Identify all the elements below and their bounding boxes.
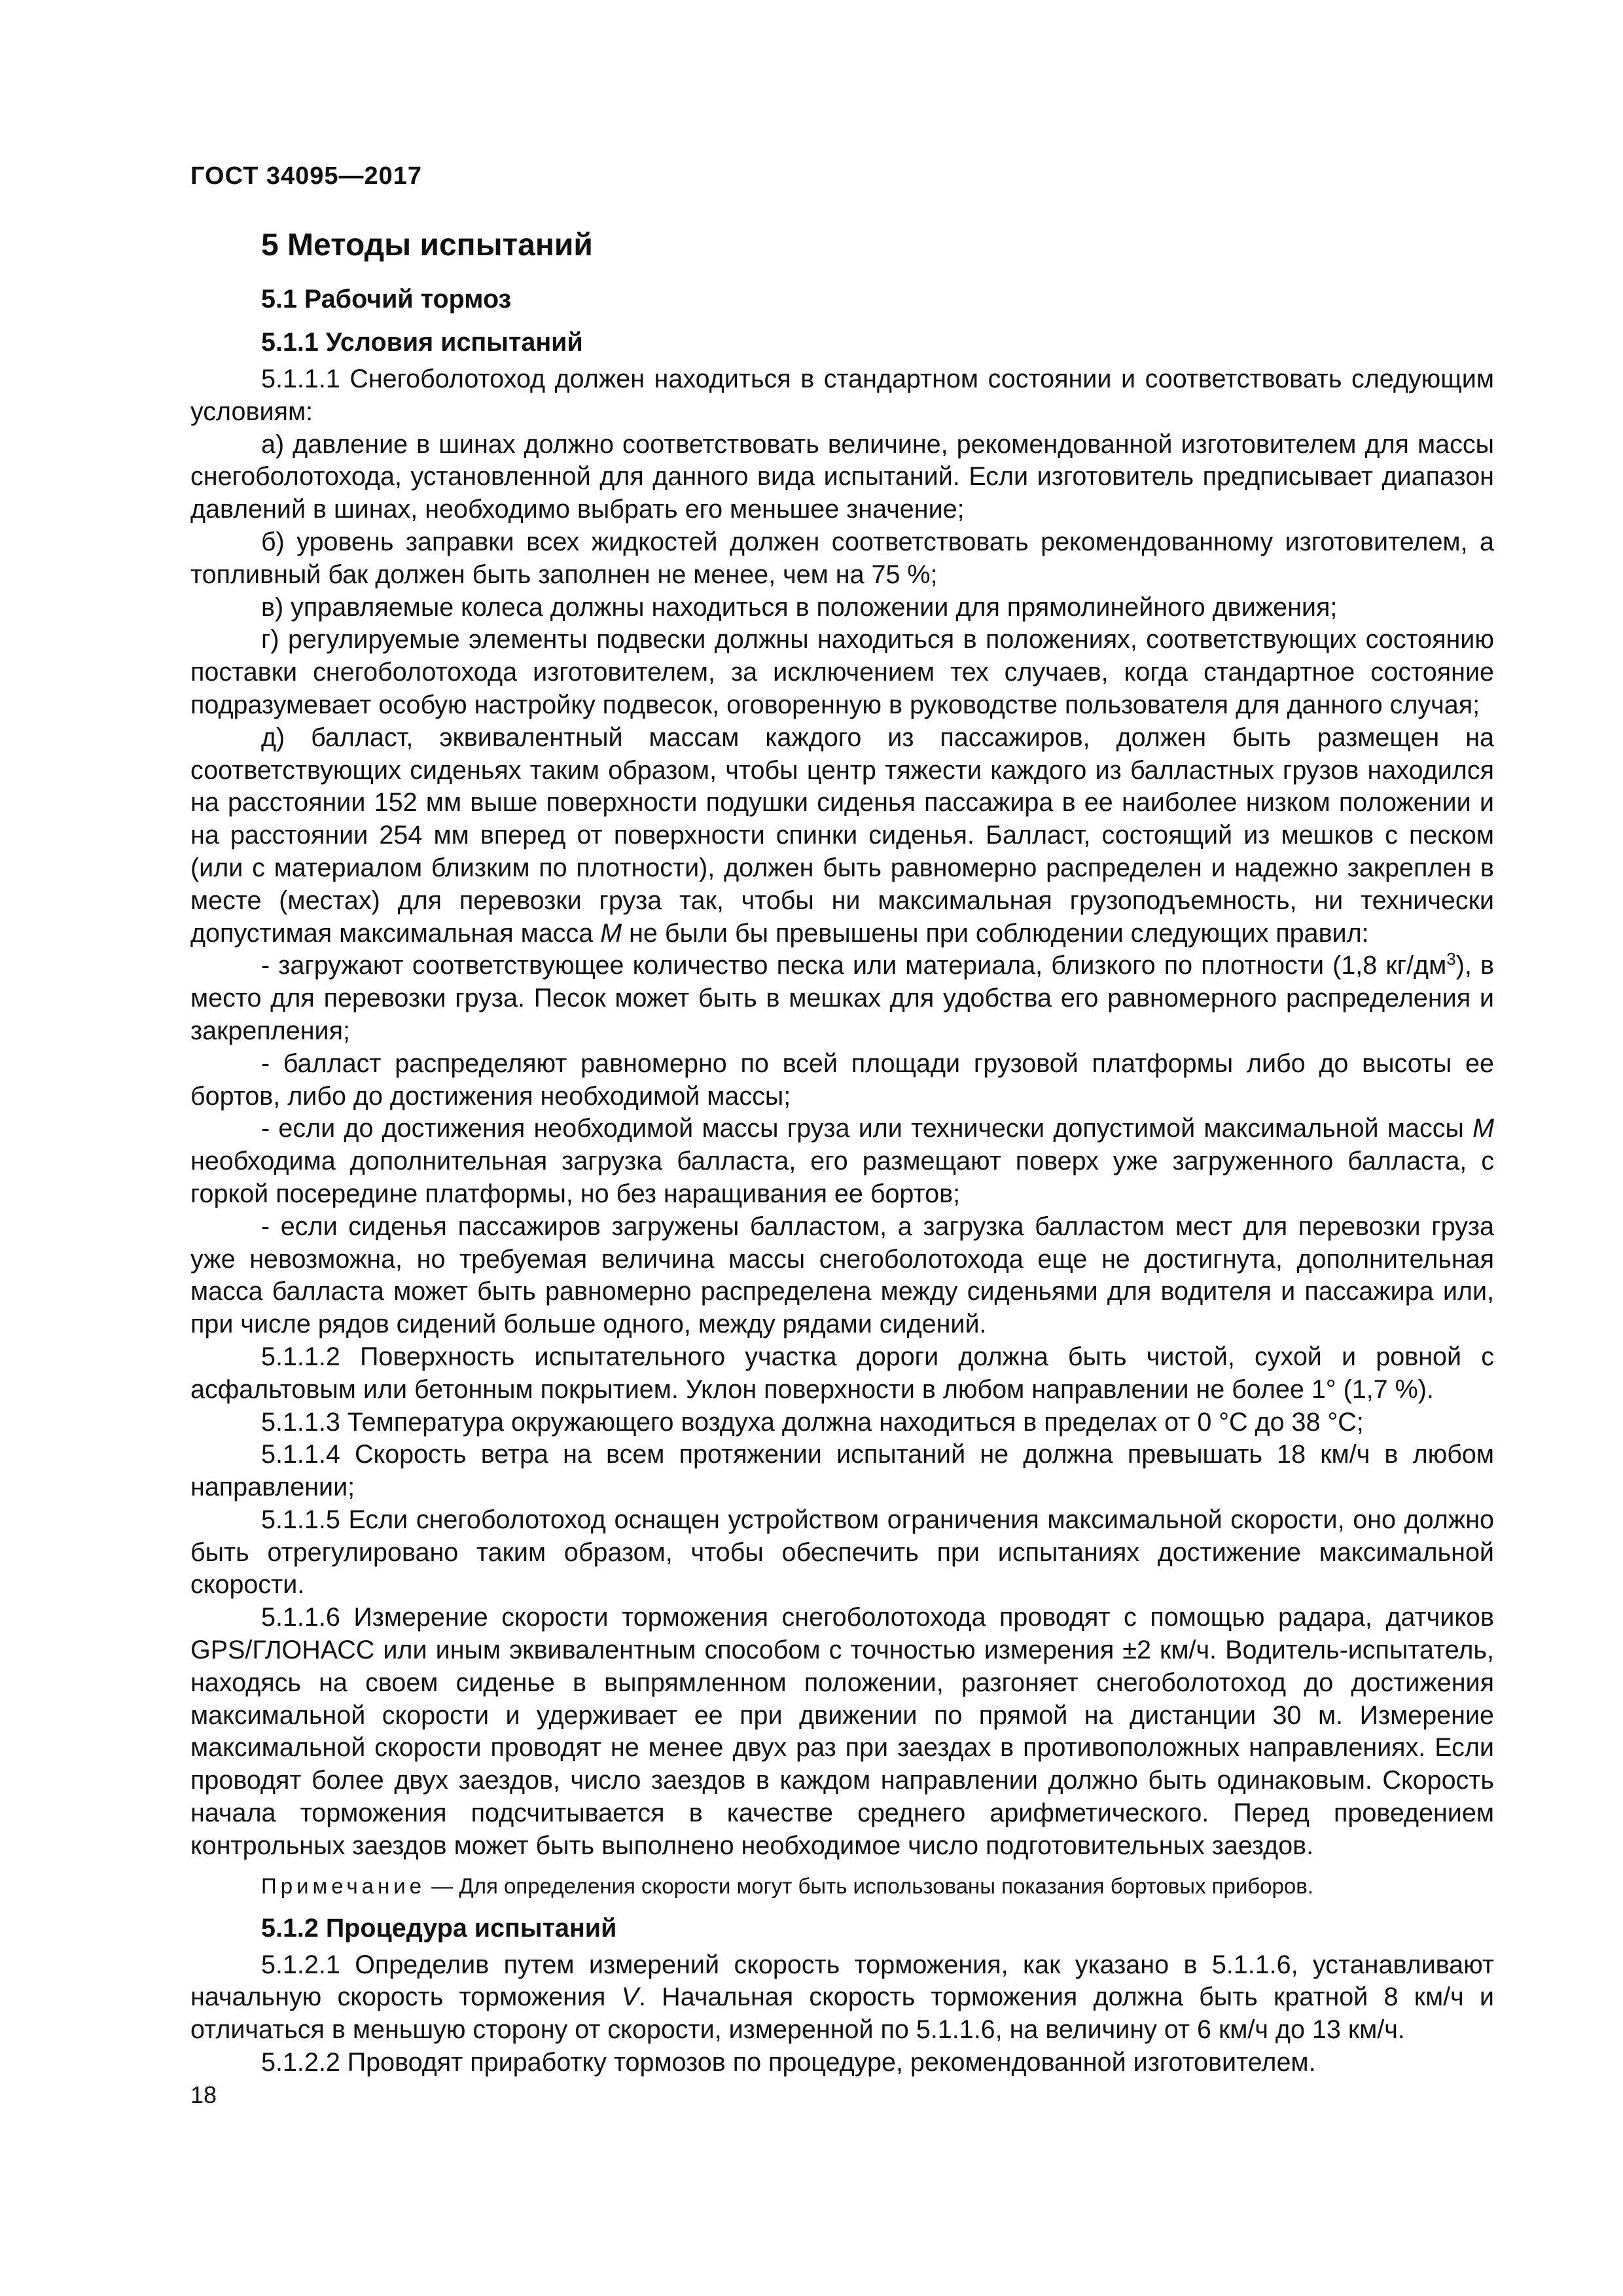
bullet-item-4: - если сиденья пассажиров загружены балластом, а загрузка балластом мест для перевозки груза уже невозможна, но требуемая величина массы снегоболотохода еще не достигнута, дополнительная масса балласта может быть равномерно распределена между сиденьями для водителя и пассажира или, при числе рядов сидений больше одного, между рядами сидений. — [190, 1211, 1494, 1339]
subsection-title-5-1-1: 5.1.1 Условия испытаний — [261, 328, 583, 357]
subsection-title-5-1: 5.1 Рабочий тормоз — [261, 285, 512, 314]
superscript-3: 3 — [1446, 949, 1456, 969]
list-item-d — [190, 722, 1494, 950]
main-content — [190, 226, 1494, 2079]
bullet-item-1-text-2: ), в место для перевозки груза. Песок может быть в мешках для удобства его равномерного распределения и закрепления; — [190, 951, 1495, 1045]
list-item-g: г) регулируемые элементы подвески должны находиться в положениях, соответствующих состоянию поставки снегоболотохода изготовителем, за исключением тех случаев, когда стандартное состояние подразумевает особую настройку подвесок, оговоренную в руководстве пользователя для данного случая; — [190, 625, 1494, 719]
paragraph-5-1-2-1-text-1: 5.1.2.1 Определив путем измерений скорость торможения, как указано в 5.1.1.6, устанавливают начальную скорость торможения — [190, 1950, 1494, 2012]
paragraph-5-1-2-1 — [190, 1949, 1494, 2047]
bullet-item-3 — [190, 1113, 1494, 1210]
note-label: Примечание — [261, 1873, 426, 1898]
note-text: — Для определения скорости могут быть использованы показания бортовых приборов. — [425, 1873, 1313, 1898]
paragraph-5-1-1-3: 5.1.1.3 Температура окружающего воздуха должна находиться в пределах от 0 °С до 38 °С; — [261, 1407, 1364, 1437]
paragraph-5-1-1-1: 5.1.1.1 Снегоболотоход должен находиться в стандартном состоянии и соответствовать следующим условиям: — [190, 365, 1494, 426]
speed-symbol: V — [621, 1982, 639, 2012]
list-item-d-text-2: не были бы превышены при соблюдении следующих правил: — [622, 918, 1369, 948]
mass-symbol: M — [1472, 1114, 1494, 1143]
list-item-d-text-1: д) балласт, эквивалентный массам каждого из пассажиров, должен быть размещен на соответствующих сиденьях таким образом, чтобы центр тяжести каждого из балластных грузов находился на расстоянии 152 мм выше поверхности подушки сиденья пассажира в ее наиболее низком положении и на расстоянии 254 мм вперед от поверхности спинки сиденья. Балласт, состоящий из мешков с песком (или с материалом близким по плотности), должен быть равномерно распределен и надежно закреплен в месте (местах) для перевозки груза так, чтобы ни максимальная грузоподъемность, ни технически допустимая максимальная масса — [190, 723, 1494, 948]
paragraph-5-1-1-6: 5.1.1.6 Измерение скорости торможения снегоболотохода проводят с помощью радара, датчиков GPS/ГЛОНАСС или иным эквивалентным способом с точностью измерения ±2 км/ч. Водитель-испытатель, находясь на своем сиденье в выпрямленном положении, разгоняет снегоболотоход до достижения максимальной скорости и удерживает ее при движении по прямой на дистанции 30 м. Измерение максимальной скорости проводят не менее двух раз при заездах в противоположных направлениях. Если проводят более двух заездов, число заездов в каждом направлении должно быть одинаковым. Скорость начала торможения подсчитывается в качестве среднего арифметического. Перед проведением контрольных заездов может быть выполнено необходимое число подготовительных заездов. — [190, 1603, 1494, 1860]
paragraph-5-1-1-2: 5.1.1.2 Поверхность испытательного участка дороги должна быть чистой, сухой и ровной с асфальтовым или бетонным покрытием. Уклон поверхности в любом направлении не более 1° (1,7 %). — [190, 1342, 1494, 1404]
page-number: 18 — [190, 2081, 217, 2108]
paragraph-5-1-2-1-text-2: . Начальная скорость торможения должна быть кратной 8 км/ч и отличаться в меньшую сторону от скорости, измеренной по 5.1.1.6, на величину от 6 км/ч до 13 км/ч. — [190, 1982, 1494, 2045]
mass-symbol: M — [600, 918, 622, 948]
list-item-v: в) управляемые колеса должны находиться в положении для прямолинейного движения; — [261, 592, 1338, 622]
section-title: 5 Методы испытаний — [261, 228, 593, 262]
note — [190, 1869, 1494, 1903]
bullet-item-2: - балласт распределяют равномерно по всей площади грузовой платформы либо до высоты ее бортов, либо до достижения необходимой массы; — [190, 1049, 1494, 1111]
bullet-item-3-text-1: - если до достижения необходимой массы груза или технически допустимой максимальной массы — [261, 1114, 1473, 1143]
document-code: ГОСТ 34095—2017 — [190, 162, 423, 190]
paragraph-5-1-2-2: 5.1.2.2 Проводят приработку тормозов по процедуре, рекомендованной изготовителем. — [261, 2048, 1316, 2077]
subsection-title-5-1-2: 5.1.2 Процедура испытаний — [261, 1913, 617, 1943]
list-item-b: б) уровень заправки всех жидкостей должен соответствовать рекомендованному изготовителем, а топливный бак должен быть заполнен не менее, чем на 75 %; — [190, 527, 1494, 589]
bullet-item-1 — [190, 950, 1494, 1047]
paragraph-5-1-1-5: 5.1.1.5 Если снегоболотоход оснащен устройством ограничения максимальной скорости, оно должно быть отрегулировано таким образом, чтобы обеспечить при испытаниях достижение максимальной скорости. — [190, 1505, 1494, 1600]
paragraph-5-1-1-4: 5.1.1.4 Скорость ветра на всем протяжении испытаний не должна превышать 18 км/ч в любом направлении; — [190, 1440, 1494, 1502]
bullet-item-1-text-1: - загружают соответствующее количество песка или материала, близкого по плотности (1,8 кг/дм — [261, 951, 1447, 980]
list-item-a: а) давление в шинах должно соответствовать величине, рекомендованной изготовителем для массы снегоболотохода, установленной для данного вида испытаний. Если изготовитель предписывает диапазон давлений в шинах, необходимо выбрать его меньшее значение; — [190, 429, 1494, 524]
bullet-item-3-text-2: необходима дополнительная загрузка балласта, его размещают поверх уже загруженного балласта, с горкой посередине платформы, но без наращивания ее бортов; — [190, 1147, 1494, 1208]
